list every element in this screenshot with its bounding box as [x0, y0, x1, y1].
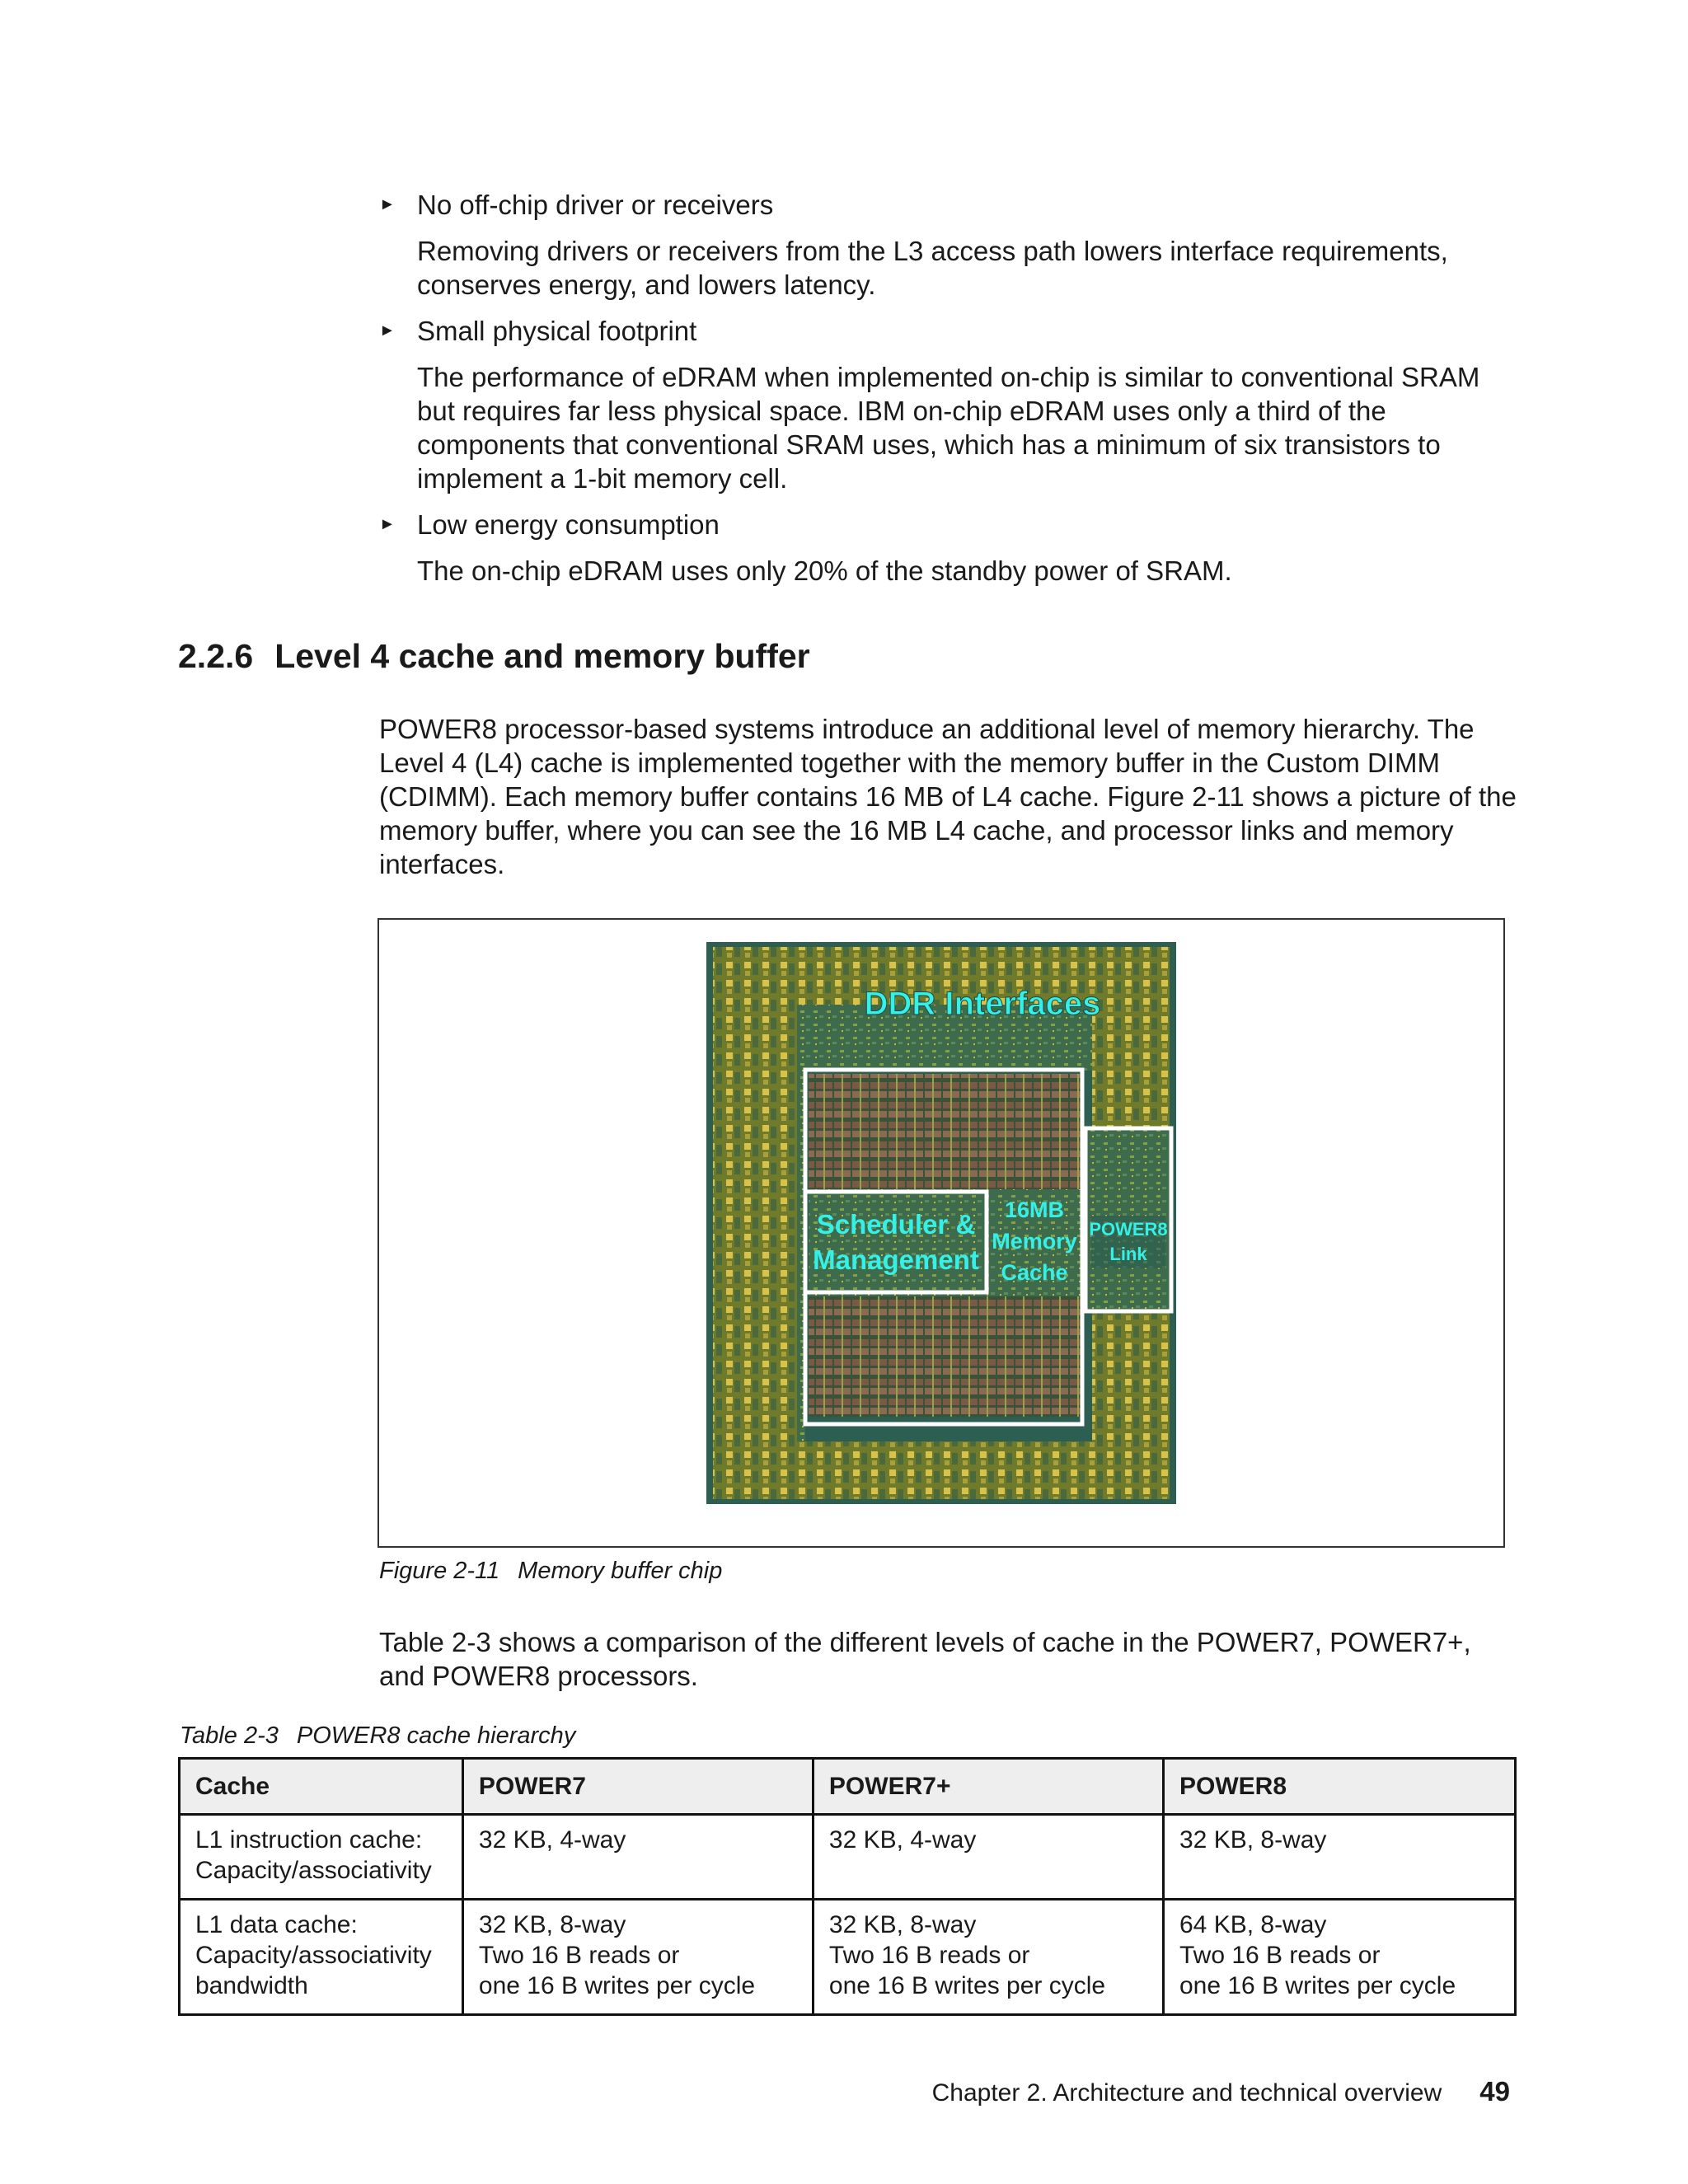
bullet-item — [379, 314, 1517, 495]
cell-line: Two 16 B reads or — [1179, 1942, 1381, 1969]
page-number: 49 — [1479, 2076, 1510, 2107]
table-cell — [180, 1900, 463, 2015]
cell-line: L1 instruction cache: — [195, 1826, 423, 1854]
table-cell — [813, 1900, 1163, 2015]
table-label: Table 2-3 — [180, 1722, 279, 1749]
bottom-pad-ring — [713, 1441, 1170, 1499]
cell-line: 32 KB, 8-way — [1179, 1826, 1327, 1854]
cell-line: Two 16 B reads or — [828, 1942, 1030, 1969]
table-cell — [813, 1815, 1163, 1900]
footer-chapter: Chapter 2. Architecture and technical overview — [931, 2079, 1442, 2107]
bullet-arrow-icon: ► — [379, 515, 396, 533]
table-caption — [180, 1721, 575, 1750]
cell-line: Capacity/associativity — [195, 1942, 432, 1969]
table-intro-paragraph: Table 2-3 shows a comparison of the different levels of cache in the POWER7, POWER7+, and POWER8 processors. — [379, 1627, 1471, 1691]
bullet-text: Removing drivers or receivers from the L3 access path lowers interface requirements, conserves energy, and lowers latency. — [417, 236, 1448, 300]
cache-size-label: 16MB — [1004, 1197, 1065, 1222]
section-heading — [178, 636, 810, 676]
bullet-label: Low energy consumption — [417, 509, 720, 540]
table-row — [180, 1815, 1516, 1900]
bullet-item — [379, 508, 1517, 588]
memory-buffer-chip-image — [706, 942, 1176, 1504]
table-cell — [1163, 1815, 1515, 1900]
cell-line: Capacity/associativity — [195, 1857, 432, 1884]
page-footer — [932, 2075, 1510, 2110]
table-cell — [462, 1815, 813, 1900]
header-cell: Cache — [180, 1759, 463, 1815]
bullet-label: Small physical footprint — [417, 316, 697, 346]
bullet-arrow-icon: ► — [379, 321, 396, 340]
header-cell: POWER7+ — [813, 1759, 1163, 1815]
table-caption-text: POWER8 cache hierarchy — [296, 1722, 576, 1749]
figure-caption-text: Memory buffer chip — [518, 1558, 723, 1584]
table-header-row — [180, 1759, 1516, 1815]
figure-frame — [377, 918, 1505, 1548]
table-cell — [462, 1900, 813, 2015]
cell-line: 32 KB, 4-way — [478, 1826, 626, 1854]
section-title: Level 4 cache and memory buffer — [274, 637, 810, 675]
bullet-text: The performance of eDRAM when implemented on-chip is similar to conventional SRAM but requires far less physical space. IBM on-chip eDRAM uses only a third of the components that conventional SRAM uses, which has a minimum of six transistors to implement a 1-bit memory cell. — [417, 362, 1480, 494]
table-cell — [1163, 1900, 1515, 2015]
figure-caption — [379, 1556, 722, 1586]
power8-label: POWER8 — [1089, 1219, 1168, 1240]
cell-line: 32 KB, 8-way — [478, 1911, 626, 1938]
bullet-label: No off-chip driver or receivers — [417, 190, 774, 220]
left-pad-ring — [713, 1005, 797, 1441]
bullet-list — [379, 188, 1517, 600]
memory-label: Memory — [992, 1229, 1077, 1254]
management-label: Management — [813, 1244, 979, 1275]
header-cell: POWER7 — [462, 1759, 813, 1815]
intro-paragraph: POWER8 processor-based systems introduce an additional level of memory hierarchy. The Level 4 (L4) cache is implemented together with the memory buffer in the Custom DIMM (CDIMM). Each memory buffer contains 16 MB of L4 cache. Figure 2-11 shows a picture of the memory buffer, where you can see the 16 MB L4 cache, and processor links and memory interfaces. — [379, 714, 1517, 879]
right-lower-pad-ring — [1092, 1311, 1170, 1441]
bullet-arrow-icon: ► — [379, 195, 396, 213]
cell-line: one 16 B writes per cycle — [828, 1972, 1106, 1999]
cell-line: L1 data cache: — [195, 1911, 358, 1938]
header-cell: POWER8 — [1163, 1759, 1515, 1815]
cell-line: 32 KB, 8-way — [828, 1911, 977, 1938]
cell-line: one 16 B writes per cycle — [478, 1972, 756, 1999]
edram-upper-array — [809, 1074, 1084, 1189]
cache-label: Cache — [1001, 1260, 1068, 1285]
link-label: Link — [1109, 1244, 1147, 1264]
cell-line: Two 16 B reads or — [478, 1942, 680, 1969]
edram-lower-array — [809, 1296, 1084, 1417]
cache-hierarchy-table — [178, 1757, 1517, 2016]
cell-line: 32 KB, 4-way — [828, 1826, 977, 1854]
scheduler-label: Scheduler & — [816, 1209, 976, 1240]
section-number: 2.2.6 — [178, 637, 254, 675]
bullet-text: The on-chip eDRAM uses only 20% of the standby power of SRAM. — [417, 555, 1232, 586]
bullet-item — [379, 188, 1517, 302]
ddr-interfaces-label: DDR Interfaces — [864, 986, 1101, 1022]
cell-line: 64 KB, 8-way — [1179, 1911, 1327, 1938]
figure-label: Figure 2-11 — [379, 1558, 500, 1584]
table-row — [180, 1900, 1516, 2015]
table-cell — [180, 1815, 463, 1900]
cell-line: one 16 B writes per cycle — [1179, 1972, 1456, 1999]
cell-line: bandwidth — [195, 1972, 308, 1999]
right-pad-ring — [1092, 1005, 1170, 1128]
